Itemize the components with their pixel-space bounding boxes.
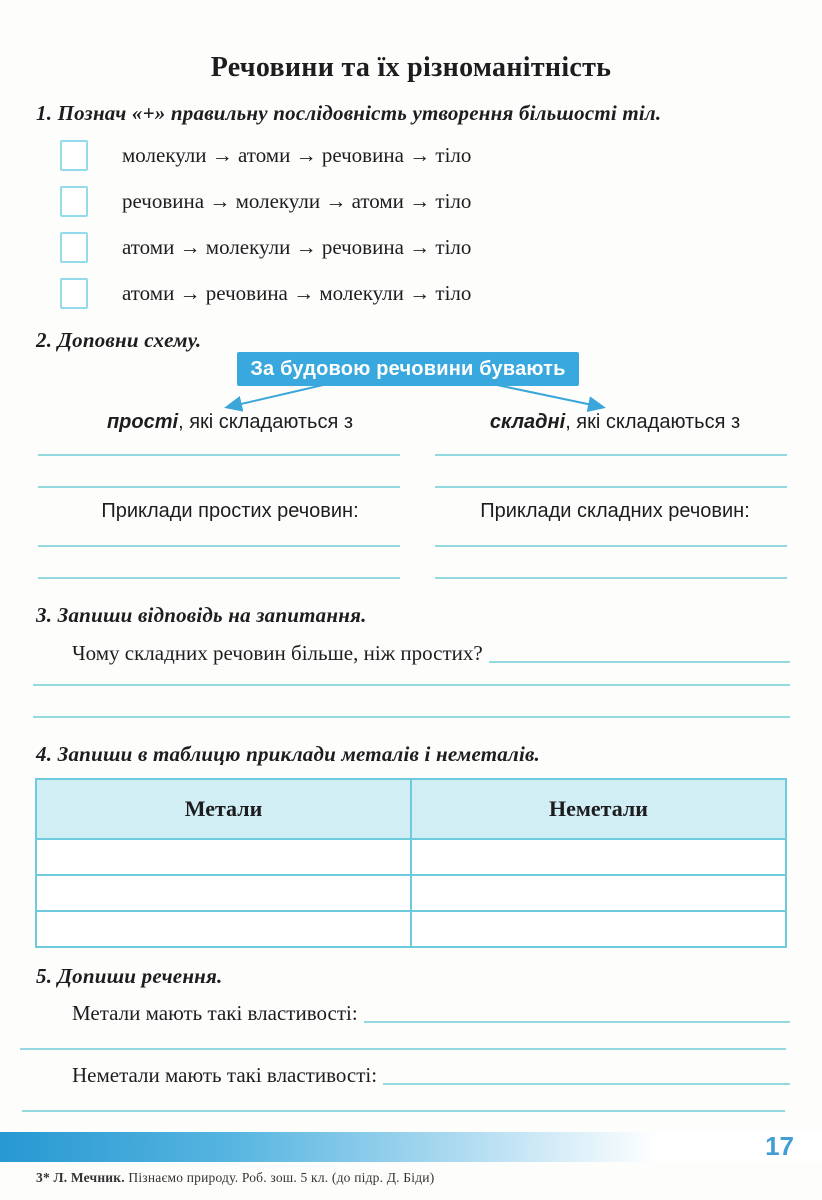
table-row <box>36 911 786 947</box>
q1-option-1-label: молекули → атоми → речовина → тіло <box>122 142 472 167</box>
footnote-author: 3* Л. Мечник. <box>36 1170 125 1185</box>
q5-metals-row <box>72 1001 790 1026</box>
writing-line[interactable] <box>489 661 790 663</box>
table-cell[interactable] <box>36 875 411 911</box>
q1-option-1-checkbox[interactable] <box>60 140 88 171</box>
writing-line[interactable] <box>435 545 787 547</box>
branch-rest-complex: , які складаються з <box>565 411 741 433</box>
footnote-source: Пізнаємо природу. Роб. зош. 5 кл. (до підр. Д. Біди) <box>124 1170 435 1185</box>
branch-label-simple <box>60 411 400 434</box>
table-row <box>36 839 786 875</box>
q1-option-2-label: речовина → молекули → атоми → тіло <box>122 188 472 213</box>
table-header-nonmetals: Неметали <box>411 779 786 839</box>
writing-line[interactable] <box>383 1083 790 1085</box>
writing-line[interactable] <box>33 716 790 718</box>
writing-line[interactable] <box>20 1048 786 1050</box>
scheme-branch-arrows <box>200 382 620 412</box>
q1-option-2-checkbox[interactable] <box>60 186 88 217</box>
writing-line[interactable] <box>22 1110 785 1112</box>
writing-line[interactable] <box>38 486 400 488</box>
table-row <box>36 875 786 911</box>
writing-line[interactable] <box>38 454 400 456</box>
writing-line[interactable] <box>364 1021 790 1023</box>
branch-label-complex <box>445 411 785 434</box>
footnote <box>36 1170 434 1186</box>
q5-nonmetals-row <box>72 1063 790 1088</box>
table-header-row <box>36 779 786 839</box>
table-cell[interactable] <box>411 839 786 875</box>
writing-line[interactable] <box>435 486 787 488</box>
metals-nonmetals-table <box>35 778 787 948</box>
q2-heading: 2. Доповни схему. <box>36 328 202 352</box>
table-cell[interactable] <box>36 839 411 875</box>
q1-option-row-3 <box>60 231 471 263</box>
q3-question-label: Чому складних речовин більше, ніж простих? <box>72 641 483 665</box>
branch-arrow-right-icon <box>497 385 602 407</box>
writing-line[interactable] <box>435 454 787 456</box>
table-cell[interactable] <box>36 911 411 947</box>
q1-heading: 1. Познач «+» правильну послідовність утворення більшості тіл. <box>36 101 662 125</box>
q1-option-row-2 <box>60 185 471 217</box>
writing-line[interactable] <box>33 684 790 686</box>
branch-arrow-left-icon <box>228 385 323 407</box>
footer-gradient-bar <box>0 1132 822 1162</box>
page-number: 17 <box>765 1131 794 1161</box>
q5-nonmetals-label: Неметали мають такі властивості: <box>72 1063 378 1087</box>
q5-heading: 5. Допиши речення. <box>36 964 223 988</box>
writing-line[interactable] <box>38 577 400 579</box>
table-cell[interactable] <box>411 911 786 947</box>
table-cell[interactable] <box>411 875 786 911</box>
q3-heading: 3. Запиши відповідь на запитання. <box>36 603 367 627</box>
q1-option-3-label: атоми → молекули → речовина → тіло <box>122 234 472 259</box>
q1-option-row-4 <box>60 277 471 309</box>
page-title: Речовини та їх різноманітність <box>210 52 612 83</box>
scheme-title-label: За будовою речовини бувають <box>250 357 566 380</box>
writing-line[interactable] <box>435 577 787 579</box>
scheme-title-box <box>237 352 579 386</box>
examples-complex-label: Приклади складних речовин: <box>480 500 750 522</box>
q1-option-row-1 <box>60 139 471 171</box>
q1-option-4-checkbox[interactable] <box>60 278 88 309</box>
branch-rest-simple: , які складаються з <box>178 411 354 433</box>
branch-term-complex: складні <box>489 411 566 433</box>
q3-question-row <box>72 641 790 666</box>
q1-option-4-label: атоми → речовина → молекули → тіло <box>122 280 472 305</box>
branch-term-simple: прості <box>106 411 179 433</box>
q1-option-3-checkbox[interactable] <box>60 232 88 263</box>
examples-simple-label: Приклади простих речовин: <box>101 500 359 522</box>
writing-line[interactable] <box>38 545 400 547</box>
q5-metals-label: Метали мають такі властивості: <box>72 1001 358 1025</box>
table-header-metals: Метали <box>36 779 411 839</box>
q4-heading: 4. Запиши в таблицю приклади металів і неметалів. <box>36 742 541 766</box>
